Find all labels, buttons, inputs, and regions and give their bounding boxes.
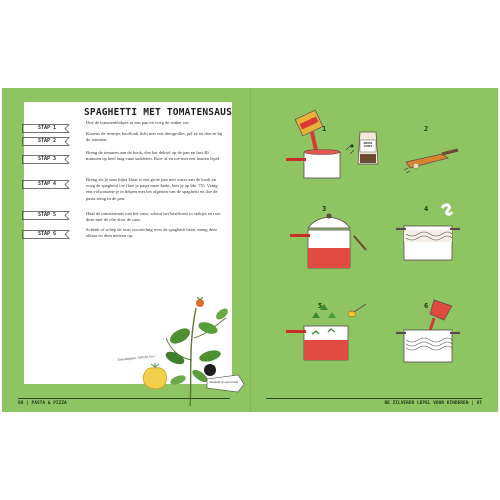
step-tag-6 [22,230,72,239]
step-number-2: 2 [424,125,429,133]
step-tag-label: STAP 1 [37,125,57,131]
step-tag-label: STAP 3 [37,156,57,162]
step-number-4: 4 [424,205,429,213]
step-number-1: 1 [322,125,327,133]
sugar-bag-label: BRUINE SUIKER [363,142,373,148]
step-tag-5 [22,211,72,220]
step-3-text: Breng de tomaten aan de kook, doe het deksel op de pan en laat 40 minuten op heel laag vuur sudderen. Roer af en toe met een houten lepel. [86,150,221,162]
yellow-tomato-illustration [140,362,170,394]
step-number-6: 6 [424,302,429,310]
step-2-illustration [402,140,462,180]
step-tag-label: STAP 2 [37,138,57,144]
step-3-illustration [288,210,368,275]
step-6-text: Schenk of schep de saus voorzichtig over de spaghetti heen, meng deze elkaar en dien meteen op. [86,227,218,239]
step-4-illustration [390,200,470,265]
step-number-3: 3 [322,205,327,213]
step-1-text: Doe de tomatenblokjes in een pan en voeg de suiker toe. [86,120,190,125]
step-number-5: 5 [318,302,323,310]
step-tag-4 [22,180,72,189]
step-5-text: Haal de tomatensaus van het vuur, scheur het basilicum in stukjes en roer deze met de olie door de saus. [86,211,221,223]
step-tag-1 [22,124,72,133]
footer-right: DE ZILVEREN LEPEL VOOR KINDEREN | 87 [384,401,482,406]
step-6-illustration [390,296,470,366]
page-fold [250,88,251,412]
step-tag-label: STAP 6 [37,231,57,237]
step-tag-2 [22,137,72,146]
tomato-tag-label: Solanum lycopersicum [209,380,239,384]
step-tag-label: STAP 4 [37,181,57,187]
step-2-text: Knoeus de teentjes knoflook licht met een dreogroller, pel ze en doe ze bij de tomaten. [86,131,223,143]
step-tag-label: STAP 5 [37,212,57,218]
footer-rule-left [18,398,230,399]
apple-tag-label: Tomatenplant: 'Schone van...' [116,353,158,362]
recipe-title: SPAGHETTI MET TOMATENSAUS [84,107,232,118]
step-5-illustration [282,296,382,366]
footer-left: 86 | PASTA & PIZZA [18,401,67,406]
tomato-tag-illustration [206,374,246,394]
step-tag-3 [22,155,72,164]
footer-rule-right [266,398,482,399]
step-4-text: Breng als je saus bijna klaar is een grote pan met water aan de kook en voeg de spaghetti toe (hoe je pasta meet kiekt, lees je op blz. 75). Vraag een volwassene je te helpen met het afgieten van de spaghetti en doe de pasta terug in de pan. [86,177,218,201]
